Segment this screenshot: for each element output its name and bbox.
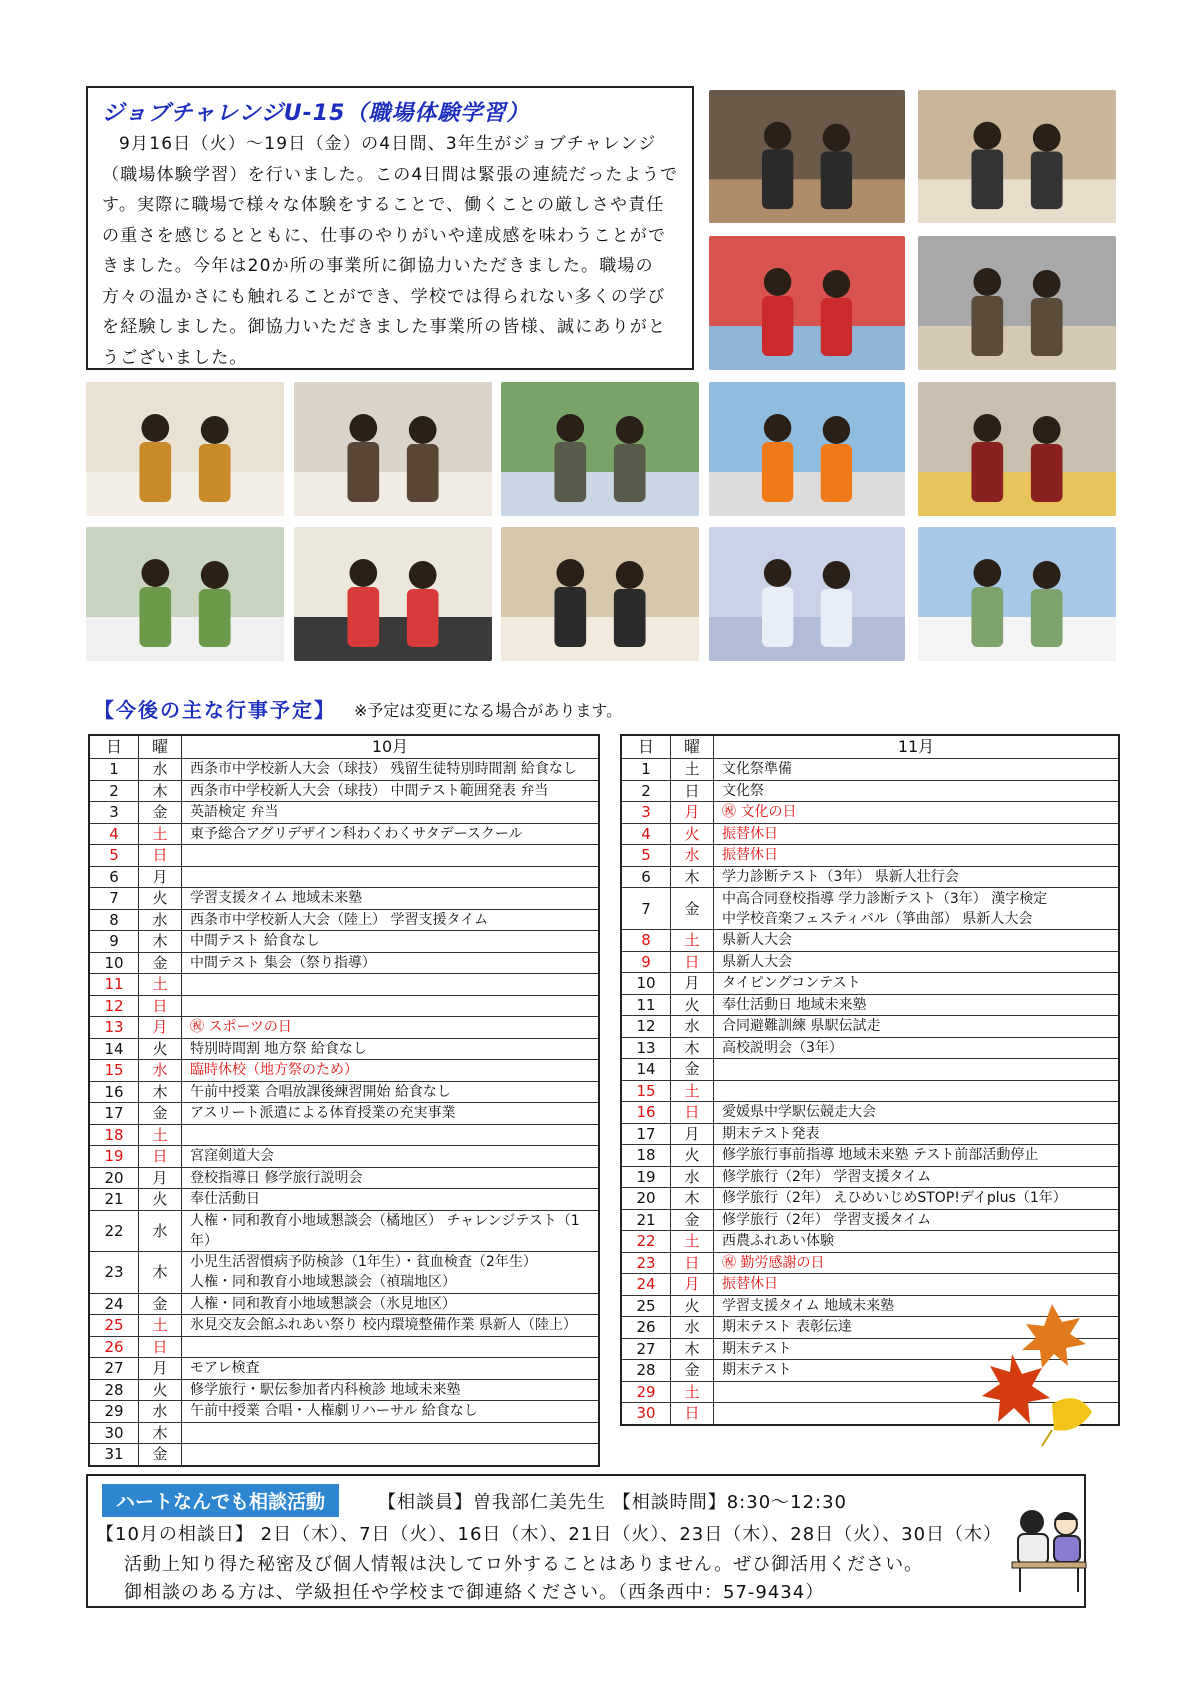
weekday-cell: 土 — [671, 1381, 714, 1403]
event-cell: タイピングコンテスト — [714, 973, 1120, 995]
photo-hair-salon — [294, 382, 492, 516]
event-cell: 高校説明会（3年） — [714, 1037, 1120, 1059]
weekday-cell: 土 — [139, 974, 182, 996]
day-cell: 11 — [621, 994, 671, 1016]
weekday-cell: 水 — [139, 1210, 182, 1251]
weekday-cell: 水 — [671, 845, 714, 867]
day-cell: 27 — [621, 1338, 671, 1360]
event-cell: 奉仕活動日 — [182, 1189, 600, 1211]
event-cell: 人権・同和教育小地域懇談会（橘地区） チャレンジテスト（1年） — [182, 1210, 600, 1251]
weekday-cell: 木 — [139, 1251, 182, 1293]
schedule-note: ※予定は変更になる場合があります。 — [354, 701, 623, 720]
schedule-row — [621, 994, 1119, 1016]
weekday-cell: 日 — [671, 780, 714, 802]
weekday-cell: 月 — [671, 1274, 714, 1296]
event-cell — [182, 995, 600, 1017]
event-cell: 中間テスト 集会（祭り指導） — [182, 952, 600, 974]
day-cell: 20 — [621, 1188, 671, 1210]
event-cell: 午前中授業 合唱放課後練習開始 給食なし — [182, 1081, 600, 1103]
schedule-row — [89, 1210, 599, 1251]
event-cell — [182, 1422, 600, 1444]
schedule-row — [89, 1060, 599, 1082]
photo-cafe-aprons — [501, 527, 699, 661]
weekday-cell: 火 — [139, 1189, 182, 1211]
weekday-cell: 火 — [139, 888, 182, 910]
schedule-row — [621, 951, 1119, 973]
day-cell: 1 — [621, 759, 671, 781]
schedule-row — [621, 1209, 1119, 1231]
weekday-cell: 月 — [139, 1167, 182, 1189]
schedule-row — [621, 1102, 1119, 1124]
schedule-row — [89, 802, 599, 824]
photo-helmet-workers — [709, 382, 905, 516]
schedule-row — [89, 1146, 599, 1168]
schedule-row — [621, 1274, 1119, 1296]
day-cell: 24 — [621, 1274, 671, 1296]
day-cell: 15 — [621, 1080, 671, 1102]
day-cell: 24 — [89, 1293, 139, 1315]
weekday-cell: 金 — [139, 1444, 182, 1466]
schedule-row — [89, 1422, 599, 1444]
schedule-row — [89, 823, 599, 845]
weekday-cell: 水 — [139, 1401, 182, 1423]
event-cell — [182, 1444, 600, 1466]
photo-students-red-caps — [709, 236, 905, 370]
weekday-cell: 月 — [139, 1017, 182, 1039]
event-cell — [182, 974, 600, 996]
day-cell: 14 — [621, 1059, 671, 1081]
photo-two-students-posing — [918, 90, 1116, 223]
schedule-row — [89, 931, 599, 953]
event-cell: 期末テスト — [714, 1360, 1120, 1382]
day-cell: 28 — [89, 1379, 139, 1401]
article-body: 9月16日（火）～19日（金）の4日間、3年生がジョブチャレンジ（職場体験学習）を行いました。この4日間は緊張の連続だったようです。実際に職場で様々な体験をすることで、働くことの厳しさや責任の重さを感じるとともに、仕事のやりがいや達成感を味わうことができました。今年は20か所の事業所に御協力いただきました。職場の方々の温かさにも触れることができ、学校では得られない多くの学びを経験しました。御協力いただきました事業所の皆様、誠にありがとうございました。 — [102, 134, 679, 368]
event-cell: 振替休日 — [714, 845, 1120, 867]
event-cell — [182, 1336, 600, 1358]
weekday-cell: 火 — [139, 1038, 182, 1060]
schedule-title: 【今後の主な行事予定】 — [94, 698, 336, 722]
schedule-row — [89, 759, 599, 781]
schedule-row — [89, 1103, 599, 1125]
event-cell: 文化祭 — [714, 780, 1120, 802]
photo-woodworking — [918, 236, 1116, 370]
event-cell: 修学旅行事前指導 地域未来塾 テスト前部活動停止 — [714, 1145, 1120, 1167]
event-cell: 西条市中学校新人大会（陸上） 学習支援タイム — [182, 909, 600, 931]
event-cell: 特別時間割 地方祭 給食なし — [182, 1038, 600, 1060]
weekday-cell: 火 — [139, 1379, 182, 1401]
event-cell: 学習支援タイム 地域未来塾 — [714, 1295, 1120, 1317]
weekday-cell: 月 — [139, 1358, 182, 1380]
weekday-cell: 金 — [671, 1209, 714, 1231]
day-cell: 21 — [621, 1209, 671, 1231]
weekday-cell: 土 — [139, 1124, 182, 1146]
schedule-row — [89, 1251, 599, 1293]
month-header: 11月 — [714, 735, 1120, 759]
weekday-header: 曜 — [139, 735, 182, 759]
day-cell: 11 — [89, 974, 139, 996]
schedule-row — [621, 1166, 1119, 1188]
weekday-cell: 日 — [139, 1336, 182, 1358]
event-cell: 振替休日 — [714, 823, 1120, 845]
weekday-cell: 水 — [671, 1317, 714, 1339]
weekday-cell: 木 — [671, 1037, 714, 1059]
day-cell: 12 — [89, 995, 139, 1017]
event-line: 中高合同登校指導 学力診断テスト（3年） 漢字検定 — [722, 890, 1048, 907]
day-header: 日 — [621, 735, 671, 759]
event-cell: 合同避難訓練 県駅伝試走 — [714, 1016, 1120, 1038]
day-cell: 16 — [621, 1102, 671, 1124]
event-cell: アスリート派遣による体育授業の充実事業 — [182, 1103, 600, 1125]
schedule-row — [89, 1189, 599, 1211]
event-cell: モアレ検査 — [182, 1358, 600, 1380]
schedule-row — [89, 952, 599, 974]
counseling-illustration-icon — [1010, 1494, 1088, 1594]
weekday-header: 曜 — [671, 735, 714, 759]
day-cell: 16 — [89, 1081, 139, 1103]
weekday-cell: 金 — [139, 952, 182, 974]
schedule-row — [89, 1081, 599, 1103]
weekday-cell: 土 — [671, 930, 714, 952]
day-cell: 8 — [89, 909, 139, 931]
weekday-cell: 土 — [671, 1231, 714, 1253]
photo-group-outdoors — [918, 527, 1116, 661]
weekday-cell: 日 — [139, 995, 182, 1017]
weekday-cell: 土 — [139, 1315, 182, 1337]
event-cell: 愛媛県中学駅伝競走大会 — [714, 1102, 1120, 1124]
counselor-info: 【相談員】曽我部仁美先生 【相談時間】8:30～12:30 — [378, 1492, 848, 1513]
weekday-cell: 土 — [671, 1080, 714, 1102]
weekday-cell: 日 — [139, 845, 182, 867]
day-cell: 2 — [621, 780, 671, 802]
event-cell — [714, 1080, 1120, 1102]
article-box — [86, 86, 694, 370]
schedule-row — [621, 823, 1119, 845]
day-cell: 13 — [89, 1017, 139, 1039]
event-line: 人権・同和教育小地域懇談会（禎瑞地区） — [190, 1274, 456, 1290]
day-cell: 30 — [621, 1403, 671, 1425]
day-cell: 26 — [89, 1336, 139, 1358]
day-cell: 23 — [621, 1252, 671, 1274]
schedule-row — [621, 1123, 1119, 1145]
event-cell: 県新人大会 — [714, 951, 1120, 973]
weekday-cell: 木 — [139, 780, 182, 802]
weekday-cell: 金 — [671, 1360, 714, 1382]
event-cell — [182, 1251, 600, 1293]
schedule-row — [621, 759, 1119, 781]
weekday-cell: 金 — [139, 802, 182, 824]
consultation-badge: ハートなんでも相談活動 — [102, 1484, 339, 1517]
day-cell: 17 — [89, 1103, 139, 1125]
photo-greenhouse-farm — [86, 527, 284, 661]
weekday-cell: 火 — [671, 823, 714, 845]
day-cell: 1 — [89, 759, 139, 781]
consult-days: 【10月の相談日】 2日（木）、7日（火）、16日（木）、21日（火）、23日（木）、28日（火）、30日（木） — [96, 1524, 1003, 1545]
event-cell: 修学旅行・駅伝参加者内科検診 地域未来塾 — [182, 1379, 600, 1401]
weekday-cell: 金 — [139, 1293, 182, 1315]
schedule-row — [621, 1188, 1119, 1210]
day-cell: 31 — [89, 1444, 139, 1466]
day-cell: 4 — [89, 823, 139, 845]
weekday-cell: 水 — [671, 1166, 714, 1188]
event-cell — [182, 845, 600, 867]
event-cell: 英語検定 弁当 — [182, 802, 600, 824]
contact-info: 御相談のある方は、学級担任や学校まで御連絡ください。（西条西中：57-9434） — [124, 1582, 825, 1603]
schedule-row — [89, 1293, 599, 1315]
schedule-row — [621, 1059, 1119, 1081]
weekday-cell: 金 — [671, 888, 714, 930]
day-cell: 14 — [89, 1038, 139, 1060]
photo-students-orange-aprons — [86, 382, 284, 516]
weekday-cell: 日 — [671, 1102, 714, 1124]
photo-hairnet-factory — [709, 527, 905, 661]
event-cell: ㊗ スポーツの日 — [182, 1017, 600, 1039]
day-cell: 8 — [621, 930, 671, 952]
weekday-cell: 木 — [139, 1422, 182, 1444]
consultation-box — [86, 1474, 1086, 1608]
event-cell: 西条市中学校新人大会（球技） 残留生徒特別時間割 給食なし — [182, 759, 600, 781]
weekday-cell: 水 — [139, 909, 182, 931]
article-title: ジョブチャレンジU-15（職場体験学習） — [102, 101, 530, 126]
schedule-row — [89, 1124, 599, 1146]
weekday-cell: 木 — [139, 1081, 182, 1103]
event-cell: ㊗ 勤労感謝の日 — [714, 1252, 1120, 1274]
event-cell: 登校指導日 修学旅行説明会 — [182, 1167, 600, 1189]
schedule-row — [621, 1231, 1119, 1253]
event-cell: ㊗ 文化の日 — [714, 802, 1120, 824]
weekday-cell: 水 — [671, 1016, 714, 1038]
day-cell: 10 — [621, 973, 671, 995]
event-cell: 奉仕活動日 地域未来塾 — [714, 994, 1120, 1016]
event-cell: 人権・同和教育小地域懇談会（氷見地区） — [182, 1293, 600, 1315]
schedule-row — [89, 1017, 599, 1039]
event-cell: 修学旅行（2年） 学習支援タイム — [714, 1209, 1120, 1231]
day-cell: 9 — [621, 951, 671, 973]
schedule-row — [89, 1336, 599, 1358]
weekday-cell: 月 — [671, 802, 714, 824]
october-table — [88, 734, 600, 1467]
day-cell: 5 — [621, 845, 671, 867]
day-cell: 18 — [621, 1145, 671, 1167]
event-cell: 県新人大会 — [714, 930, 1120, 952]
day-cell: 6 — [621, 866, 671, 888]
weekday-cell: 月 — [139, 866, 182, 888]
day-cell: 23 — [89, 1251, 139, 1293]
day-cell: 5 — [89, 845, 139, 867]
event-cell: 期末テスト 表彰伝達 — [714, 1317, 1120, 1339]
weekday-cell: 木 — [671, 1188, 714, 1210]
weekday-cell: 日 — [671, 1403, 714, 1425]
schedule-row — [89, 1167, 599, 1189]
schedule-row — [621, 845, 1119, 867]
day-cell: 22 — [621, 1231, 671, 1253]
schedule-row — [89, 866, 599, 888]
day-cell: 2 — [89, 780, 139, 802]
schedule-row — [621, 1016, 1119, 1038]
weekday-cell: 火 — [671, 994, 714, 1016]
schedule-row — [621, 802, 1119, 824]
schedule-row — [89, 1038, 599, 1060]
day-cell: 19 — [89, 1146, 139, 1168]
weekday-cell: 日 — [671, 1252, 714, 1274]
schedule-row — [89, 1358, 599, 1380]
schedule-row — [89, 780, 599, 802]
schedule-row — [89, 1315, 599, 1337]
day-cell: 18 — [89, 1124, 139, 1146]
schedule-row — [621, 1145, 1119, 1167]
event-cell: 午前中授業 合唱・人権劇リハーサル 給食なし — [182, 1401, 600, 1423]
day-cell: 19 — [621, 1166, 671, 1188]
schedule-row — [621, 973, 1119, 995]
day-cell: 13 — [621, 1037, 671, 1059]
event-cell — [182, 1124, 600, 1146]
event-cell: 西条市中学校新人大会（球技） 中間テスト範囲発表 弁当 — [182, 780, 600, 802]
day-cell: 25 — [621, 1295, 671, 1317]
weekday-cell: 火 — [671, 1295, 714, 1317]
day-cell: 17 — [621, 1123, 671, 1145]
day-cell: 25 — [89, 1315, 139, 1337]
day-cell: 7 — [89, 888, 139, 910]
schedule-row — [621, 1080, 1119, 1102]
weekday-cell: 日 — [671, 951, 714, 973]
weekday-cell: 水 — [139, 759, 182, 781]
day-cell: 3 — [89, 802, 139, 824]
photo-students-desk — [294, 527, 492, 661]
weekday-cell: 金 — [139, 1103, 182, 1125]
event-line: 小児生活習慣病予防検診（1年生）・貧血検査（2年生） — [190, 1254, 537, 1270]
schedule-row — [621, 1037, 1119, 1059]
schedule-row — [89, 974, 599, 996]
event-cell: 西農ふれあい体験 — [714, 1231, 1120, 1253]
event-cell: 文化祭準備 — [714, 759, 1120, 781]
schedule-row — [89, 1444, 599, 1466]
schedule-row — [89, 1401, 599, 1423]
day-cell: 26 — [621, 1317, 671, 1339]
weekday-cell: 土 — [139, 823, 182, 845]
event-cell: 氷見交友会館ふれあい祭り 校内環境整備作業 県新人（陸上） — [182, 1315, 600, 1337]
schedule-row — [89, 995, 599, 1017]
day-cell: 4 — [621, 823, 671, 845]
schedule-row — [621, 866, 1119, 888]
privacy-note: 活動上知り得た秘密及び個人情報は決してロ外することはありません。ぜひ御活用ください。 — [124, 1554, 924, 1575]
weekday-cell: 金 — [671, 1059, 714, 1081]
event-cell: 学習支援タイム 地域未来塾 — [182, 888, 600, 910]
day-cell: 7 — [621, 888, 671, 930]
schedule-row — [621, 780, 1119, 802]
schedule-row — [621, 1252, 1119, 1274]
day-cell: 27 — [89, 1358, 139, 1380]
event-cell: 期末テスト — [714, 1338, 1120, 1360]
weekday-cell: 土 — [671, 759, 714, 781]
day-cell: 30 — [89, 1422, 139, 1444]
weekday-cell: 木 — [139, 931, 182, 953]
day-cell: 20 — [89, 1167, 139, 1189]
event-cell: 修学旅行（2年） えひめいじめSTOP!デイplus（1年） — [714, 1188, 1120, 1210]
event-cell: 宮窪剣道大会 — [182, 1146, 600, 1168]
event-cell: 修学旅行（2年） 学習支援タイム — [714, 1166, 1120, 1188]
event-line: 中学校音楽フェスティバル（箏曲部） 県新人大会 — [722, 910, 1033, 927]
photo-tank-display — [501, 382, 699, 516]
event-cell: 振替休日 — [714, 1274, 1120, 1296]
day-cell: 12 — [621, 1016, 671, 1038]
day-cell: 28 — [621, 1360, 671, 1382]
day-cell: 9 — [89, 931, 139, 953]
day-cell: 6 — [89, 866, 139, 888]
day-cell: 3 — [621, 802, 671, 824]
event-cell: 中間テスト 給食なし — [182, 931, 600, 953]
day-cell: 10 — [89, 952, 139, 974]
weekday-cell: 火 — [671, 1145, 714, 1167]
weekday-cell: 水 — [139, 1060, 182, 1082]
day-cell: 21 — [89, 1189, 139, 1211]
schedule-row — [89, 888, 599, 910]
event-cell — [714, 1059, 1120, 1081]
month-header: 10月 — [182, 735, 600, 759]
weekday-cell: 日 — [139, 1146, 182, 1168]
schedule-row — [621, 888, 1119, 930]
event-cell: 学力診断テスト（3年） 県新人壮行会 — [714, 866, 1120, 888]
schedule-row — [89, 1379, 599, 1401]
day-cell: 15 — [89, 1060, 139, 1082]
photo-store-shelving — [918, 382, 1116, 516]
event-cell: 東予総合アグリデザイン科わくわくサタデースクール — [182, 823, 600, 845]
event-cell: 臨時休校（地方祭のため） — [182, 1060, 600, 1082]
day-cell: 29 — [621, 1381, 671, 1403]
day-cell: 29 — [89, 1401, 139, 1423]
day-header: 日 — [89, 735, 139, 759]
schedule-row — [621, 930, 1119, 952]
event-cell — [714, 888, 1120, 930]
autumn-leaves-icon — [982, 1294, 1102, 1454]
photo-mechanic-workshop — [709, 90, 905, 223]
weekday-cell: 木 — [671, 866, 714, 888]
weekday-cell: 月 — [671, 1123, 714, 1145]
day-cell: 22 — [89, 1210, 139, 1251]
weekday-cell: 月 — [671, 973, 714, 995]
weekday-cell: 木 — [671, 1338, 714, 1360]
schedule-row — [89, 909, 599, 931]
event-cell: 期末テスト発表 — [714, 1123, 1120, 1145]
schedule-row — [89, 845, 599, 867]
event-cell — [182, 866, 600, 888]
